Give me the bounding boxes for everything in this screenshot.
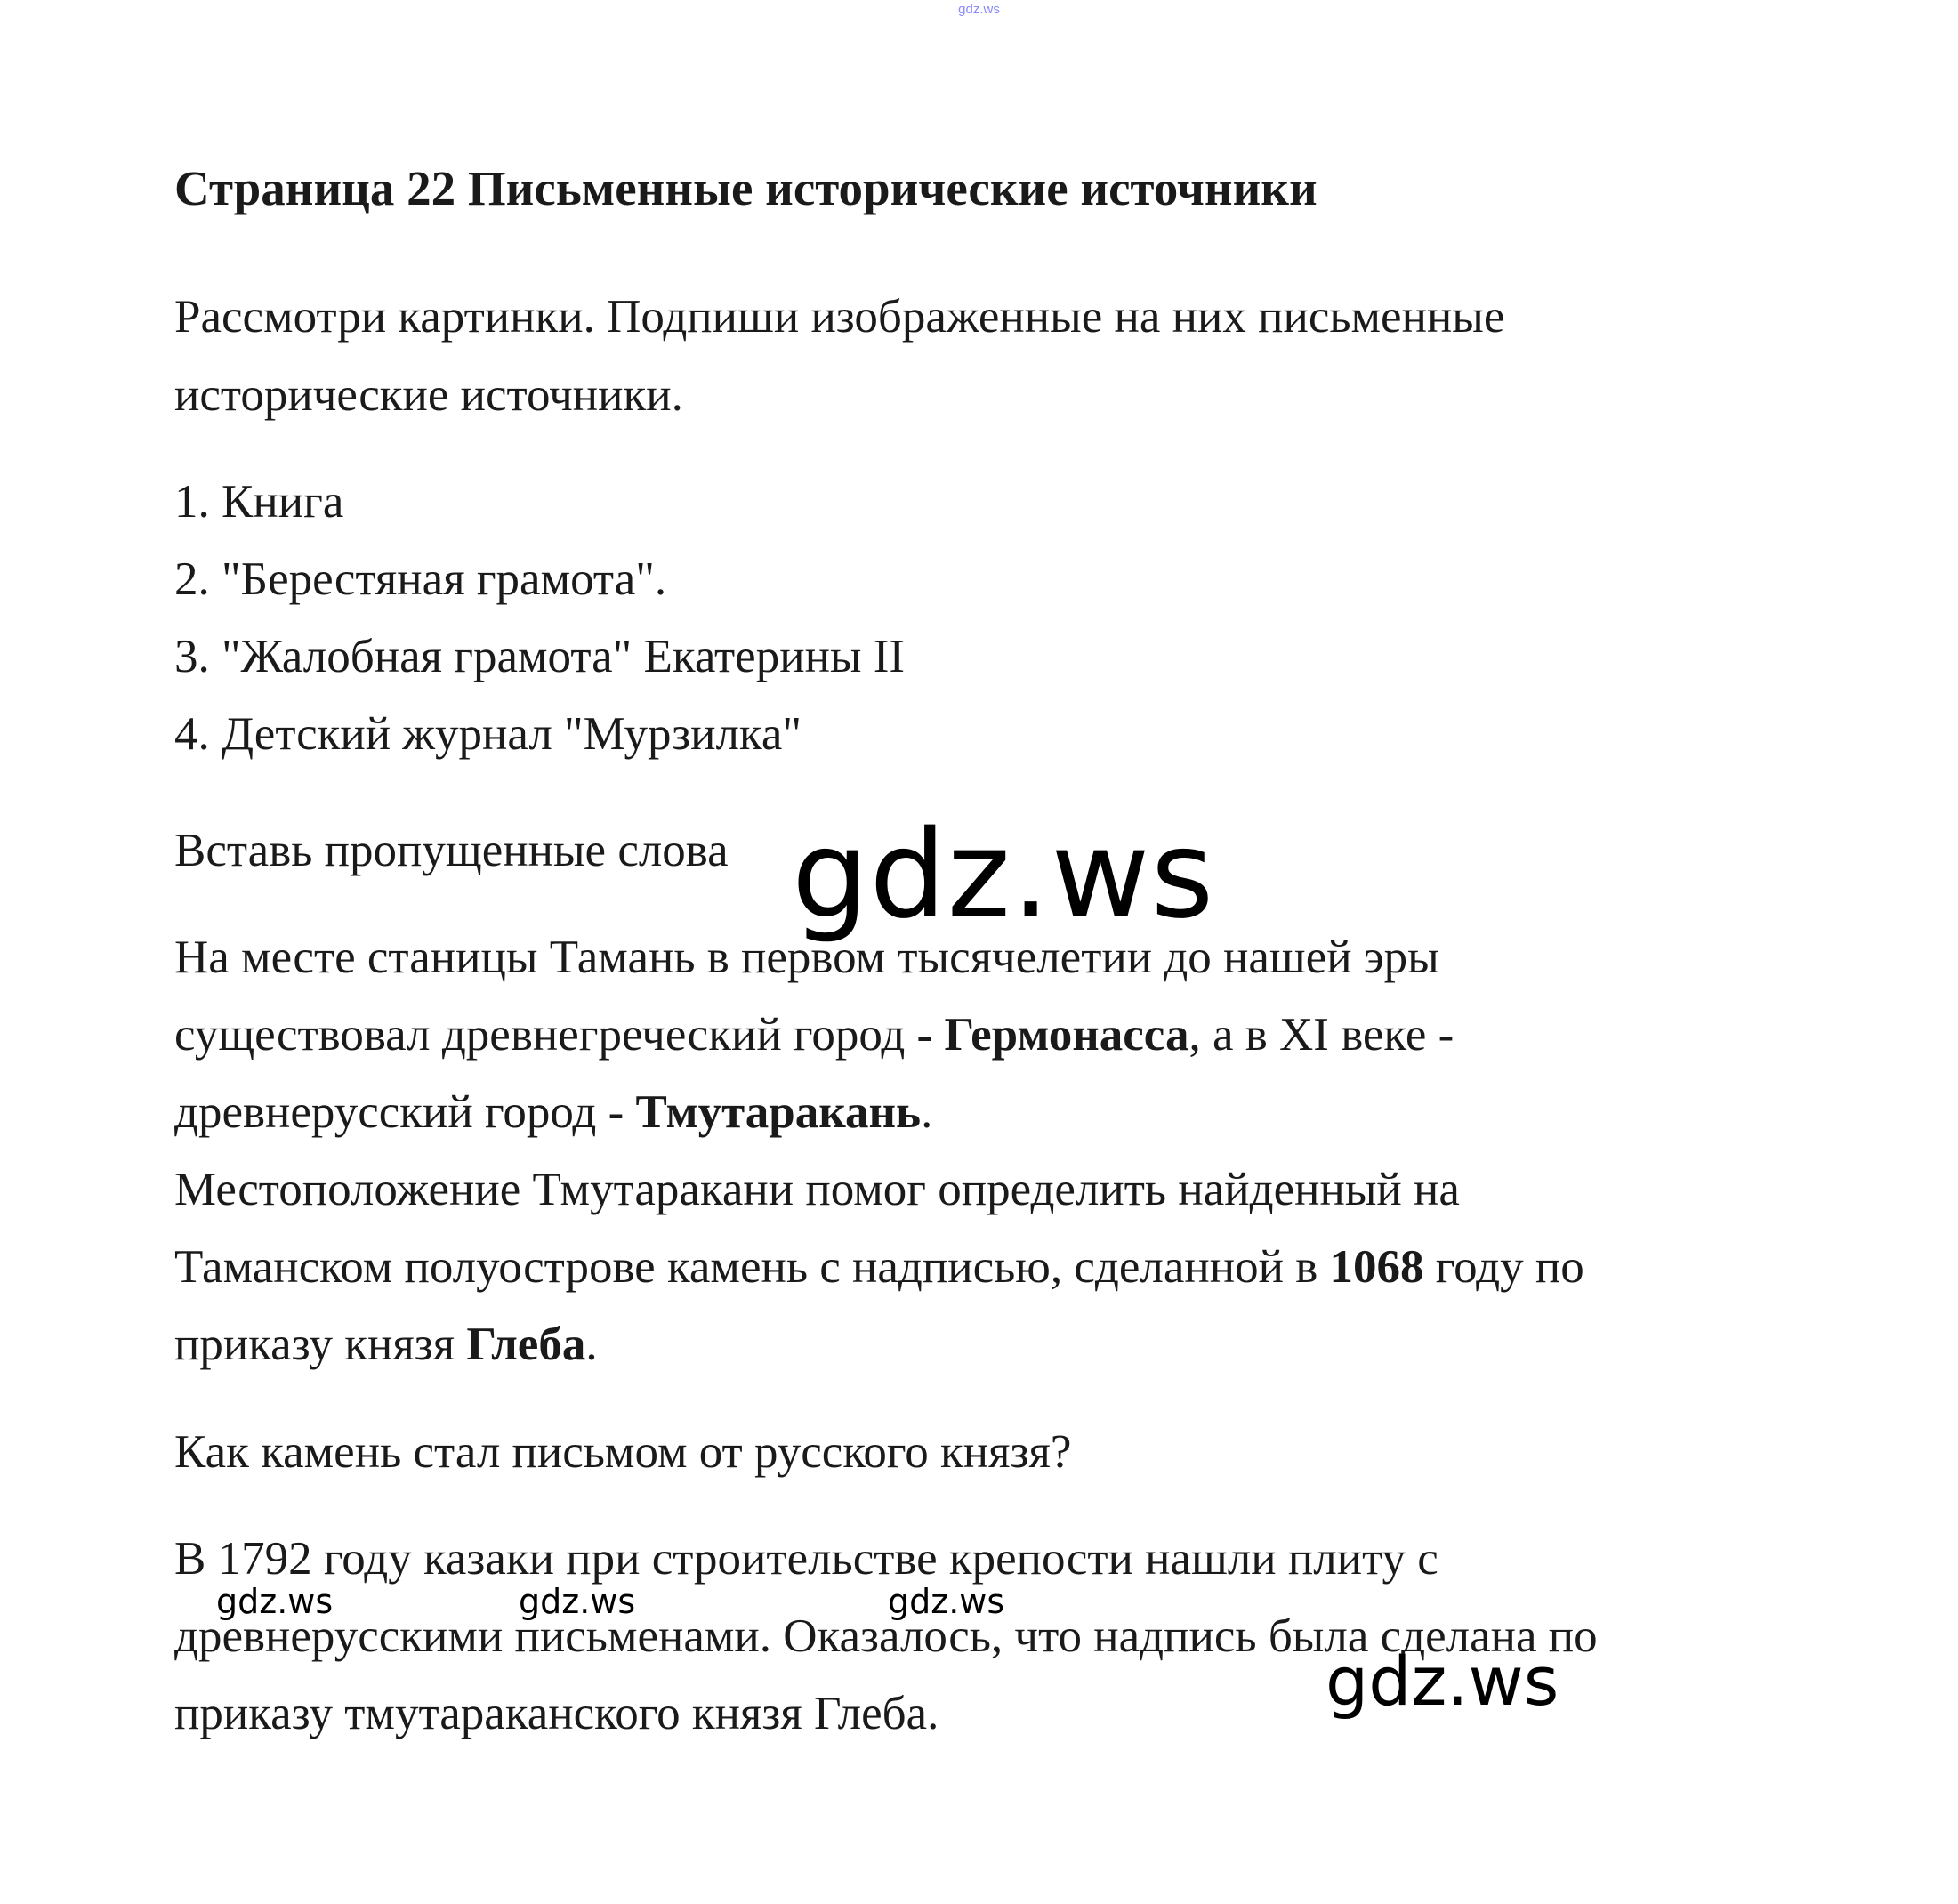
watermark-small: gdz.ws bbox=[216, 1582, 334, 1621]
task2-title: Вставь пропущенные слова bbox=[174, 825, 729, 876]
paragraph-line2: существовал древнегреческий город - Гермонасса, а в XI веке - bbox=[174, 1009, 1454, 1061]
paragraph-line6: приказу князя Глеба. bbox=[174, 1319, 598, 1370]
answer-germonassa: - Гермонасса bbox=[916, 1009, 1189, 1061]
watermark-large: gdz.ws bbox=[792, 805, 1215, 946]
top-watermark: gdz.ws bbox=[958, 2, 1000, 17]
list-item: 3. "Жалобная грамота" Екатерины II bbox=[174, 631, 906, 682]
task1-line1: Рассмотри картинки. Подпиши изображенные на них письменные bbox=[174, 291, 1505, 343]
paragraph-line3: древнерусский город - Тмутаракань. bbox=[174, 1086, 933, 1138]
paragraph-line1: На месте станицы Тамань в первом тысячелетии до нашей эры bbox=[174, 932, 1439, 983]
answer-line3: приказу тмутараканского князя Глеба. bbox=[174, 1688, 939, 1739]
task1-line2: исторические источники. bbox=[174, 369, 683, 421]
paragraph-line5: Таманском полуострове камень с надписью, сделанной в 1068 году по bbox=[174, 1241, 1584, 1293]
list-item: 1. Книга bbox=[174, 476, 344, 528]
list-item: 2. "Берестяная грамота". bbox=[174, 553, 667, 605]
question: Как камень стал письмом от русского князя? bbox=[174, 1426, 1072, 1478]
answer-year: 1068 bbox=[1329, 1241, 1424, 1293]
answer-tmutarakan: - Тмутаракань bbox=[608, 1086, 922, 1138]
watermark-small: gdz.ws bbox=[888, 1582, 1005, 1621]
page-title: Страница 22 Письменные исторические источники bbox=[174, 161, 1317, 215]
list-item: 4. Детский журнал "Мурзилка" bbox=[174, 708, 802, 760]
answer-line1: В 1792 году казаки при строительстве крепости нашли плиту с bbox=[174, 1533, 1438, 1585]
watermark-small: gdz.ws bbox=[519, 1582, 636, 1621]
paragraph-line4: Местоположение Тмутаракани помог определить найденный на bbox=[174, 1164, 1460, 1215]
answer-line2: древнерусскими письменами. Оказалось, что надпись была сделана по bbox=[174, 1610, 1598, 1662]
answer-gleb: Глеба bbox=[466, 1319, 586, 1370]
watermark-medium: gdz.ws bbox=[1325, 1642, 1559, 1721]
